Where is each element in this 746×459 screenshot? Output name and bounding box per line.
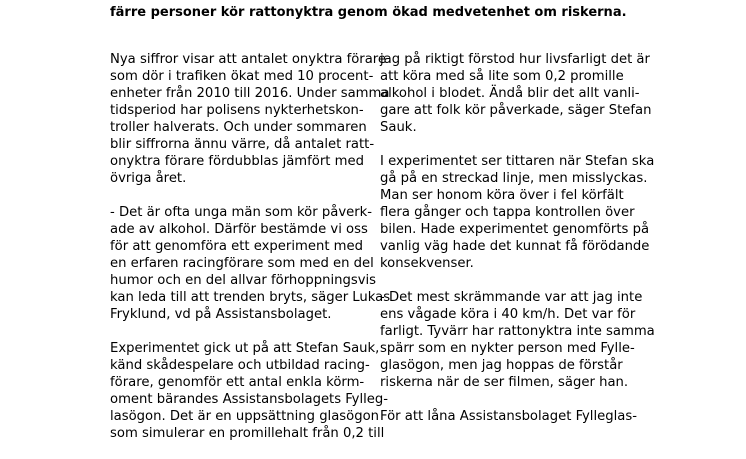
- text-line: konsekvenser.: [380, 256, 474, 271]
- text-line: förare, genomför ett antal enkla körm-: [110, 375, 365, 390]
- text-line: övriga året.: [110, 171, 187, 186]
- text-line: som dör i trafiken ökat med 10 procent-: [110, 69, 374, 84]
- left-column: [110, 51, 391, 459]
- text-line: jag på riktigt förstod hur livsfarligt det är: [380, 52, 650, 67]
- text-line: ade av alkohol. Därför bestämde vi oss: [110, 222, 368, 237]
- text-line: ens vågade köra i 40 km/h. Det var för: [380, 307, 636, 322]
- text-line: Sauk.: [380, 120, 417, 135]
- text-line: alkohol i blodet. Ändå blir det allt vanli-: [380, 86, 640, 101]
- text-line: att köra med så lite som 0,2 promille: [380, 69, 624, 84]
- text-line: som simulerar en promillehalt från 0,2 till: [110, 426, 385, 441]
- text-line: spärr som en nykter person med Fylle-: [380, 341, 635, 356]
- paragraph: [380, 153, 655, 272]
- paragraph: [380, 51, 650, 136]
- text-line: Nya siffror visar att antalet onyktra förare: [110, 52, 387, 67]
- text-line: Man ser honom köra över i fel körfält: [380, 188, 624, 203]
- lead-line: färre personer kör rattonyktra genom ökad medvetenhet om riskerna.: [110, 5, 627, 20]
- text-line: humor och en del allvar förhoppningsvis: [110, 273, 377, 288]
- text-line: gå på en streckad linje, men misslyckas.: [380, 171, 648, 186]
- text-line: För att låna Assistansbolaget Fylleglas-: [380, 409, 637, 424]
- text-line: - Det är ofta unga män som kör påverk-: [110, 205, 373, 220]
- text-line: en erfaren racingförare som med en del: [110, 256, 374, 271]
- text-line: för att genomföra ett experiment med: [110, 239, 364, 254]
- text-line: oment bärandes Assistansbolagets Fylleg-: [110, 392, 389, 407]
- text-line: Experimentet gick ut på att Stefan Sauk,: [110, 341, 380, 356]
- text-line: bilen. Hade experimentet genomförts på: [380, 222, 650, 237]
- right-column: [380, 51, 655, 442]
- paragraph: [380, 289, 655, 391]
- text-line: flera gånger och tappa kontrollen över: [380, 205, 635, 220]
- text-line: känd skådespelare och utbildad racing-: [110, 358, 370, 373]
- text-line: enheter från 2010 till 2016. Under samma: [110, 86, 390, 101]
- paragraph: [110, 204, 391, 323]
- paragraph: [110, 340, 389, 442]
- text-line: gare att folk kör påverkade, säger Stefan: [380, 103, 652, 118]
- text-line: vanlig väg hade det kunnat få förödande: [380, 239, 650, 254]
- text-line: kan leda till att trenden bryts, säger Lukas: [110, 290, 391, 305]
- paragraph: [110, 51, 390, 187]
- text-line: tidsperiod har polisens nykterhetskon-: [110, 103, 364, 118]
- text-line: lasögon. Det är en uppsättning glasögon: [110, 409, 380, 424]
- text-line: farligt. Tyvärr har rattonyktra inte samma: [380, 324, 655, 339]
- text-line: riskerna när de ser filmen, säger han.: [380, 375, 629, 390]
- text-line: I experimentet ser tittaren när Stefan ska: [380, 154, 655, 169]
- text-line: Fryklund, vd på Assistansbolaget.: [110, 307, 332, 322]
- text-line: glasögon, men jag hoppas de förstår: [380, 358, 623, 373]
- text-line: blir siffrorna ännu värre, då antalet ratt-: [110, 137, 375, 152]
- text-line: troller halverats. Och under sommaren: [110, 120, 367, 135]
- paragraph: [380, 408, 650, 425]
- text-line: - Det mest skrämmande var att jag inte: [380, 290, 643, 305]
- text-line: onyktra förare fördubblas jämfört med: [110, 154, 364, 169]
